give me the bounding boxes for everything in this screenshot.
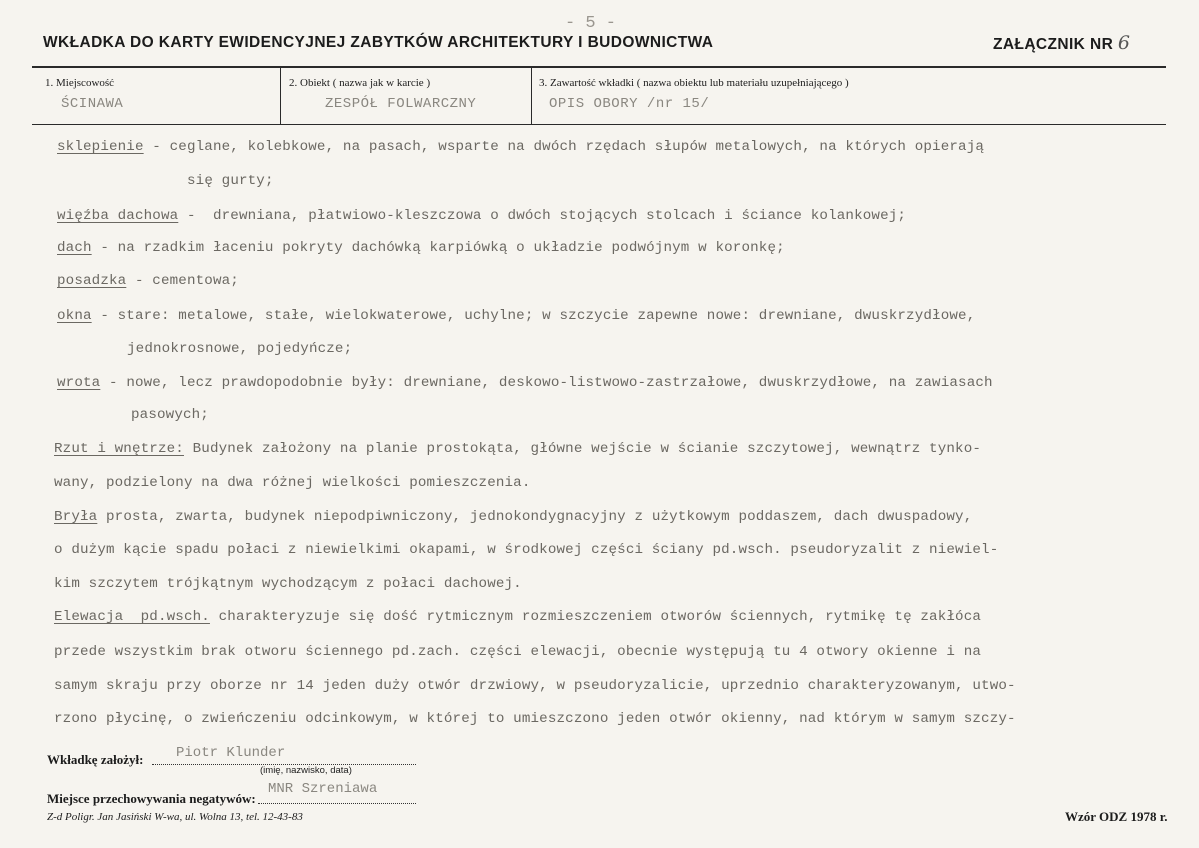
section-term: sklepienie — [57, 139, 144, 155]
printer-imprint: Z-d Poligr. Jan Jasiński W-wa, ul. Wolna 13, tel. 12-43-83 — [47, 811, 303, 823]
author-label: Wkładkę założył: — [47, 752, 144, 767]
form-id: Wzór ODZ 1978 r. — [1065, 809, 1168, 824]
description-line: Bryła prosta, zwarta, budynek niepodpiwniczony, jednokondygnacyjny z użytkowym poddaszem, dach dwuspadowy, — [54, 509, 973, 525]
description-line: wany, podzielony na dwa różnej wielkości pomieszczenia. — [54, 475, 531, 491]
description-line: wrota - nowe, lecz prawdopodobnie były: drewniane, deskowo-listwowo-zastrzałowe, dwuskrzydłowe, na zawiasach — [57, 375, 993, 391]
description-line: samym skraju przy oborze nr 14 jeden duży otwór drzwiowy, w pseudoryzalicie, uprzednio charakteryzowanym, utwo- — [54, 678, 1016, 694]
section-term: Rzut i wnętrze: — [54, 441, 184, 457]
locality-value: ŚCINAWA — [61, 96, 124, 112]
description-line: się gurty; — [187, 173, 274, 189]
content-value: OPIS OBORY /nr 15/ — [549, 96, 710, 112]
negatives-value: MNR Szreniawa — [268, 781, 378, 797]
description-line: posadzka - cementowa; — [57, 273, 239, 289]
negatives-label: Miejsce przechowywania negatywów: — [47, 791, 256, 806]
description-line: pasowych; — [131, 407, 209, 423]
negatives-dotted-line — [258, 803, 416, 804]
description-line: Rzut i wnętrze: Budynek założony na planie prostokąta, główne wejście w ścianie szczytowej, wewnątrz tynko- — [54, 441, 982, 457]
section-term: posadzka — [57, 273, 127, 289]
description-line: Elewacja pd.wsch. charakteryzuje się dość rytmicznym rozmieszczeniem otworów ściennych, rytmikę tę zakłóca — [54, 609, 982, 625]
description-line: sklepienie - ceglane, kolebkowe, na pasach, wsparte na dwóch rzędach słupów metalowych, na których opierają — [57, 139, 985, 155]
section-term: okna — [57, 308, 92, 324]
header-divider-2 — [531, 67, 532, 124]
annex-label: ZAŁĄCZNIK NR — [993, 36, 1114, 53]
section-term: Elewacja pd.wsch. — [54, 609, 210, 625]
description-line: kim szczytem trójkątnym wychodzącym z połaci dachowej. — [54, 576, 522, 592]
object-value: ZESPÓŁ FOLWARCZNY — [325, 96, 477, 112]
section-term: Bryła — [54, 509, 98, 525]
author-hint: (imię, nazwisko, data) — [260, 765, 352, 776]
section-term: wrota — [57, 375, 101, 391]
locality-label: 1. Miejscowość — [45, 77, 115, 89]
section-term: dach — [57, 240, 92, 256]
description-line: więźba dachowa - drewniana, płatwiowo-kleszczowa o dwóch stojących stolcach i ściance kolankowej; — [57, 208, 907, 224]
description-line: dach - na rzadkim łaceniu pokryty dachówką karpiówką o układzie podwójnym w koronkę; — [57, 240, 785, 256]
annex-number: 6 — [1117, 32, 1131, 54]
header-divider-1 — [280, 67, 281, 124]
description-line: o dużym kącie spadu połaci z niewielkimi okapami, w środkowej części ściany pd.wsch. pseudoryzalit z niewiel- — [54, 542, 999, 558]
section-term: więźba dachowa — [57, 208, 179, 224]
description-line: przede wszystkim brak otworu ściennego pd.zach. części elewacji, obecnie występują tu 4 otwory okienne i na — [54, 644, 982, 660]
description-line: okna - stare: metalowe, stałe, wielokwaterowe, uchylne; w szczycie zapewne nowe: drewniane, dwuskrzydłowe, — [57, 308, 976, 324]
description-line: rzono płycinę, o zwieńczeniu odcinkowym, w której to umieszczono jeden otwór okienny, nad którym w samym szczy- — [54, 711, 1016, 727]
header-rule-bottom — [32, 124, 1166, 125]
description-line: jednokrosnowe, pojedyńcze; — [127, 341, 353, 357]
annex-label-group — [993, 32, 1130, 54]
object-label: 2. Obiekt ( nazwa jak w karcie ) — [289, 77, 431, 89]
header-rule-top — [32, 66, 1166, 68]
content-label: 3. Zawartość wkładki ( nazwa obiektu lub materiału uzupełniającego ) — [539, 77, 849, 89]
author-value: Piotr Klunder — [176, 745, 286, 761]
page-number: - 5 - — [565, 14, 617, 33]
card-title: WKŁADKA DO KARTY EWIDENCYJNEJ ZABYTKÓW ARCHITEKTURY I BUDOWNICTWA — [43, 34, 714, 51]
